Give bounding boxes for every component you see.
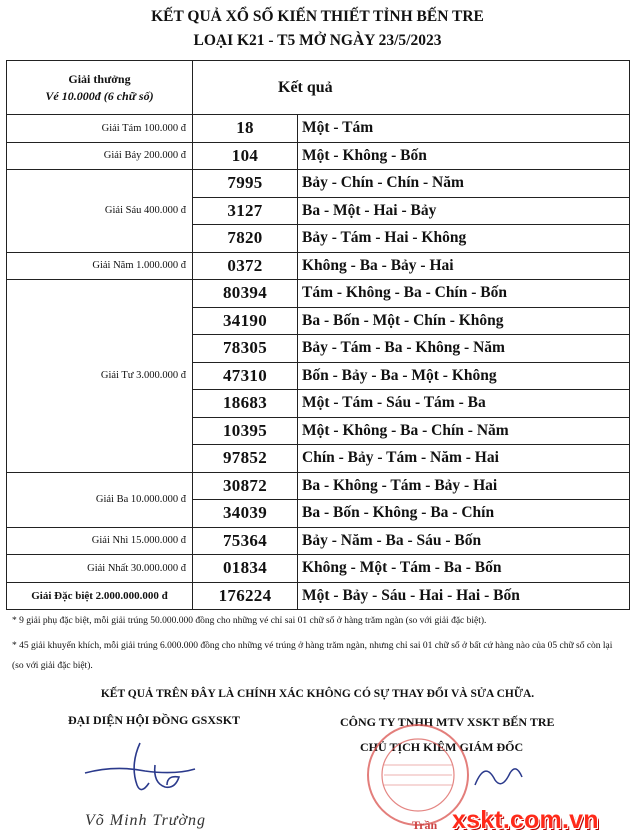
header-result-label: Kết quả <box>193 61 630 115</box>
header-prize-sub: Vé 10.000đ (6 chữ số) <box>45 88 154 103</box>
winning-number-words: Ba - Bốn - Một - Chín - Không <box>298 307 630 335</box>
right-signatory-title: CHỦ TỊCH KIÊM GIÁM ĐỐC <box>360 740 524 754</box>
winning-number-words: Không - Một - Tám - Ba - Bốn <box>298 555 630 583</box>
winning-number-words: Tám - Không - Ba - Chín - Bốn <box>298 280 630 308</box>
confirmation-statement: KẾT QUẢ TRÊN ĐÂY LÀ CHÍNH XÁC KHÔNG CÓ SỰ THAY ĐỔI VÀ SỬA CHỮA. <box>100 688 535 700</box>
winning-number-words: Một - Bảy - Sáu - Hai - Hai - Bốn <box>298 582 630 610</box>
winning-number: 01834 <box>193 555 298 583</box>
winning-number-words: Chín - Bảy - Tám - Năm - Hai <box>298 445 630 473</box>
prize-name: Giải Sáu 400.000 đ <box>7 170 193 253</box>
prize-name: Giải Nhất 30.000.000 đ <box>7 555 193 583</box>
table-row <box>7 142 630 170</box>
winning-number: 10395 <box>193 417 298 445</box>
winning-number: 176224 <box>193 582 298 610</box>
winning-number: 75364 <box>193 527 298 555</box>
table-row <box>7 170 630 198</box>
prize-name: Giải Tám 100.000 đ <box>7 115 193 143</box>
prize-name: Giải Tư 3.000.000 đ <box>7 280 193 473</box>
table-row <box>7 555 630 583</box>
right-company-name: CÔNG TY TNHH MTV XSKT BẾN TRE <box>340 715 555 729</box>
footnote-special-consolation: * 9 giải phụ đặc biệt, mỗi giải trúng 50.000.000 đồng cho những vé chỉ sai 01 chữ số ở hàng trăm ngàn (so với giải đặc biệt). <box>12 616 487 626</box>
document-subtitle: LOẠI K21 - T5 MỞ NGÀY 23/5/2023 <box>193 32 442 49</box>
winning-number: 97852 <box>193 445 298 473</box>
prize-name: Giải Bảy 200.000 đ <box>7 142 193 170</box>
winning-number: 34039 <box>193 500 298 528</box>
winning-number: 18683 <box>193 390 298 418</box>
winning-number-words: Bảy - Tám - Ba - Không - Năm <box>298 335 630 363</box>
winning-number-words: Ba - Không - Tám - Bảy - Hai <box>298 472 630 500</box>
prize-name: Giải Ba 10.000.000 đ <box>7 472 193 527</box>
winning-number-words: Bảy - Tám - Hai - Không <box>298 225 630 253</box>
header-prize-cell <box>7 61 193 115</box>
winning-number: 7820 <box>193 225 298 253</box>
table-row <box>7 280 630 308</box>
winning-number-words: Ba - Bốn - Không - Ba - Chín <box>298 500 630 528</box>
document-title: KẾT QUẢ XỔ SỐ KIẾN THIẾT TỈNH BẾN TRE <box>151 8 484 25</box>
winning-number-words: Một - Không - Bốn <box>298 142 630 170</box>
winning-number-words: Một - Tám - Sáu - Tám - Ba <box>298 390 630 418</box>
right-signer-name: Trần <box>412 818 438 832</box>
winning-number: 78305 <box>193 335 298 363</box>
results-table <box>6 60 630 610</box>
winning-number: 80394 <box>193 280 298 308</box>
footnote-encouragement: * 45 giải khuyến khích, mỗi giải trúng 6.000.000 đồng cho những vé trúng ở hàng trăm ngàn, nhưng chỉ sai 01 chữ số ở bất cứ hàng nào của 05 chữ số còn lại (so với giải đặc biệt). <box>12 641 613 671</box>
table-row <box>7 252 630 280</box>
winning-number-words: Bảy - Năm - Ba - Sáu - Bốn <box>298 527 630 555</box>
winning-number: 104 <box>193 142 298 170</box>
prize-name: Giải Năm 1.000.000 đ <box>7 252 193 280</box>
winning-number: 30872 <box>193 472 298 500</box>
winning-number-words: Bảy - Chín - Chín - Năm <box>298 170 630 198</box>
winning-number: 3127 <box>193 197 298 225</box>
left-signer-name: Võ Minh Trường <box>85 812 207 829</box>
prize-name: Giải Đặc biệt 2.000.000.000 đ <box>7 582 193 610</box>
table-row <box>7 582 630 610</box>
left-signature-icon <box>75 735 205 805</box>
table-row <box>7 472 630 500</box>
winning-number-words: Một - Tám <box>298 115 630 143</box>
winning-number: 34190 <box>193 307 298 335</box>
winning-number: 47310 <box>193 362 298 390</box>
prize-name: Giải Nhì 15.000.000 đ <box>7 527 193 555</box>
table-header-row <box>7 61 630 115</box>
left-signatory-title: ĐẠI DIỆN HỘI ĐỒNG GSXSKT <box>68 713 241 727</box>
winning-number-words: Ba - Một - Hai - Bảy <box>298 197 630 225</box>
winning-number: 7995 <box>193 170 298 198</box>
watermark-logo[interactable]: xskt.com.vn <box>452 806 599 834</box>
table-row <box>7 527 630 555</box>
winning-number-words: Một - Không - Ba - Chín - Năm <box>298 417 630 445</box>
winning-number: 0372 <box>193 252 298 280</box>
right-signature-icon <box>470 755 530 795</box>
winning-number: 18 <box>193 115 298 143</box>
header-prize-label: Giải thưởng <box>68 71 131 86</box>
table-row <box>7 115 630 143</box>
winning-number-words: Bốn - Bảy - Ba - Một - Không <box>298 362 630 390</box>
winning-number-words: Không - Ba - Bảy - Hai <box>298 252 630 280</box>
